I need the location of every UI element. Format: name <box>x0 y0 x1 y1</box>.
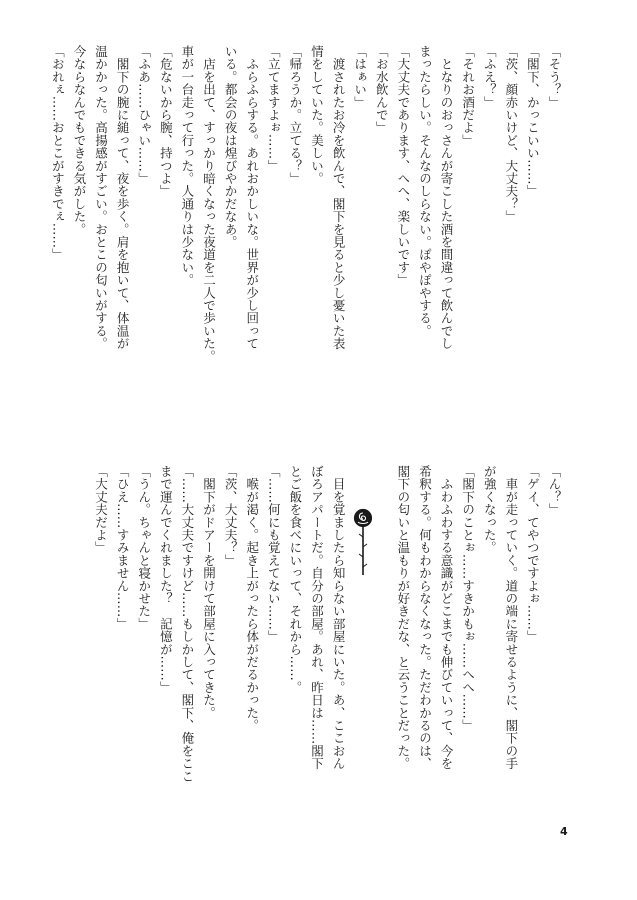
text-line: いる。都会の夜は煌びやかだなあ。 <box>223 45 239 249</box>
text-line: ぼろアパートだ。自分の部屋。あれ、昨日は……閣下 <box>309 465 325 770</box>
text-line: 「危ないから腕、持つよ」 <box>158 45 174 198</box>
text-line: 「大丈夫だよ」 <box>93 465 109 554</box>
text-line <box>349 465 371 820</box>
text-line: 「茨、大丈夫？」 <box>223 465 239 567</box>
text-line: 情をしていた。美しい。 <box>309 45 325 185</box>
text-line: 「ふあ……ひゃい……」 <box>136 45 152 185</box>
text-line: 渡されたお冷を飲んで、閣下を見ると少し憂いた表 <box>331 45 347 350</box>
text-line: ふわふわする意識がどこまでも伸びていって、今を <box>439 465 455 770</box>
text-line: まで運んでくれました？ 記憶が……」 <box>158 465 174 694</box>
text-line: 温かかった。高揚感がすごい。おとこの匂いがする。 <box>93 45 109 350</box>
text-line <box>371 465 393 820</box>
text-line: 今ならなんでもできる気がした。 <box>71 45 87 236</box>
text-line: 「おれぇ……おとこがすきでぇ……」 <box>50 45 66 261</box>
text-line: 「茨、顔赤いけど、大丈夫？」 <box>503 45 519 223</box>
text-line: 「ふえ？」 <box>482 45 498 109</box>
text-line: ふらふらする。あれおかしいな。世界が少し回って <box>244 45 260 350</box>
text-line: 閣下の匂いと温もりが好きだな、と云うことだった。 <box>395 465 411 770</box>
text-line: 店を出て、すっかり暗くなった夜道を二人で歩いた。 <box>201 45 217 363</box>
text-line: 「お水飲んで」 <box>374 45 390 134</box>
text-line: 「帰ろうか。立てる？」 <box>287 45 303 185</box>
text-line: まったらしい。そんなのしらない。ぽやぽやする。 <box>417 45 433 338</box>
text-line: 「ひえ……すみません……」 <box>115 465 131 631</box>
text-line: 目を覚ましたら知らない部屋にいた。あ、ここおん <box>331 465 347 770</box>
text-line: 喉が渇く。起き上がったら体がだるかった。 <box>244 465 260 732</box>
text-line: 「うん。ちゃんと寝かせた」 <box>136 465 152 631</box>
text-line: 車が一台走って行った。人通りは少ない。 <box>179 45 195 287</box>
text-line: 「……何にも覚えてない……」 <box>266 465 282 643</box>
text-line: が強くなった。 <box>482 465 498 554</box>
text-line: 「大丈夫であります、へへ、楽しいです」 <box>395 45 411 287</box>
lower-text-block <box>65 465 565 820</box>
text-line: となりのおっさんが寄こした酒を間違って飲んでし <box>439 45 455 350</box>
text-line: 「閣下、かっこいい……」 <box>525 45 541 198</box>
text-line: とご飯を食べにいって、それから……。 <box>287 465 303 694</box>
text-line: 「立てますよぉ……」 <box>266 45 282 172</box>
upper-text-block <box>50 45 565 413</box>
text-line: 閣下の腕に縋って、夜を歩く。肩を抱いて、体温が <box>115 45 131 350</box>
text-line: 閣下がドアーを開けて部屋に入ってきた。 <box>201 465 217 719</box>
text-line: 「ん？」 <box>547 465 562 516</box>
text-line: 「そう？」 <box>547 45 562 109</box>
text-line: 希釈する。何もわからなくなった。ただわかるのは、 <box>417 465 433 770</box>
text-line: 「はぁい」 <box>352 45 368 109</box>
text-line: 車が走っていく。道の端に寄せるように、閣下の手 <box>503 465 519 770</box>
text-line: 「ゲイ、てやつですよぉ……」 <box>525 465 541 643</box>
page-number: 4 <box>560 825 568 838</box>
text-line: 「閣下のことぉ……すきかもぉ……へへ……」 <box>460 465 476 732</box>
text-line: 「……大丈夫ですけど……もしかして、閣下、俺をここ <box>179 465 195 783</box>
text-line: 「それお酒だよ」 <box>460 45 476 147</box>
